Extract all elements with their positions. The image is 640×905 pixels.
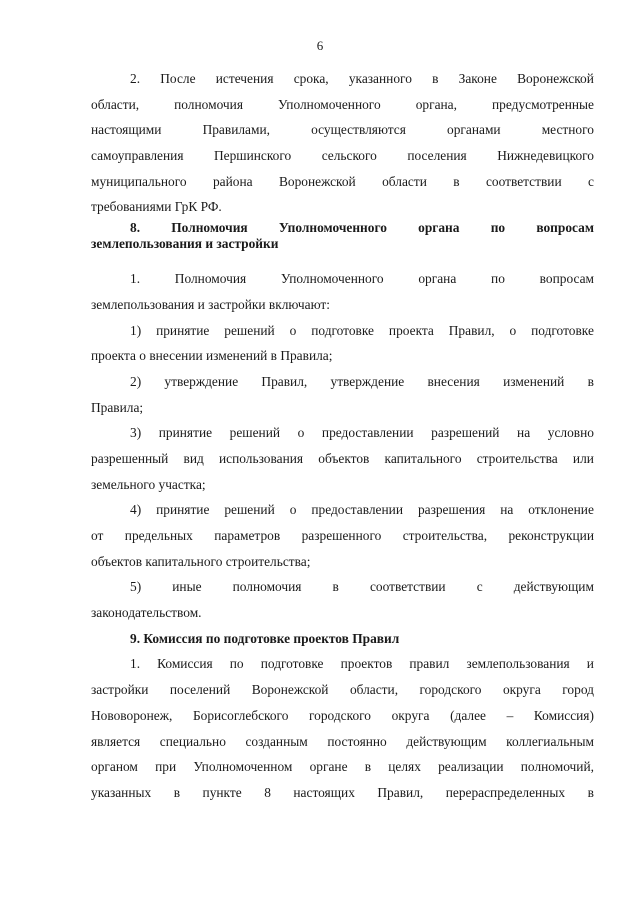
word: предоставлении	[311, 502, 403, 518]
word: предельных	[124, 528, 193, 543]
list-item-3	[91, 420, 594, 497]
word: на	[517, 425, 531, 441]
paragraph-line	[91, 143, 594, 169]
word: самоуправления	[91, 148, 184, 164]
word: является	[91, 733, 141, 749]
word: принятие	[156, 502, 210, 518]
word: Першинского	[213, 148, 292, 164]
word: органами	[447, 122, 501, 138]
word: строительства	[476, 450, 558, 466]
word: по	[229, 656, 244, 672]
word: строительства,	[402, 528, 488, 543]
word: принятие	[156, 322, 210, 338]
word: 3)	[130, 425, 142, 441]
list-item-2	[91, 369, 594, 420]
word: или	[572, 450, 594, 466]
word: пункте	[202, 784, 242, 800]
word: органа,	[415, 96, 457, 112]
word: Комиссия)	[533, 707, 594, 723]
word: Воронежской	[517, 71, 594, 86]
word: по	[491, 271, 505, 287]
word: области	[382, 173, 427, 189]
word: о	[509, 322, 517, 338]
word: сельского	[321, 148, 377, 164]
word: Правилами,	[202, 122, 270, 138]
word: условно	[547, 425, 594, 441]
word: в	[587, 373, 594, 389]
document-body	[91, 66, 594, 806]
paragraph-line	[91, 677, 594, 703]
word: соответствии	[369, 579, 446, 595]
word: застройки	[91, 682, 149, 698]
word: настоящими	[91, 122, 162, 138]
paragraph-line	[91, 318, 594, 344]
paragraph-line	[91, 117, 594, 143]
list-item-1	[91, 318, 594, 369]
word: реконструкции	[508, 528, 594, 543]
word: утверждение	[164, 373, 239, 389]
word: о	[297, 425, 305, 441]
page-number: 6	[316, 38, 324, 53]
word: 8.	[130, 220, 141, 236]
word: округа	[502, 682, 541, 698]
paragraph-line	[91, 497, 594, 523]
word: реализации	[438, 759, 504, 775]
word: 2)	[130, 373, 142, 389]
word: Полномочия	[174, 271, 247, 287]
word: по	[490, 220, 506, 236]
word: и	[586, 656, 594, 672]
word: настоящих	[293, 784, 355, 800]
word: 8	[264, 784, 271, 800]
word: подготовке	[311, 322, 374, 338]
word: подготовке	[531, 322, 594, 338]
word: в	[364, 759, 372, 775]
word: параметров	[214, 528, 281, 543]
word: отклонение	[528, 502, 594, 518]
paragraph-line	[91, 169, 594, 195]
word: капитального	[384, 450, 462, 466]
word: Законе	[458, 71, 497, 86]
section-8-heading	[91, 220, 594, 252]
paragraph-line: землепользования и застройки включают:	[91, 296, 331, 312]
word: полномочия	[174, 96, 243, 112]
paragraph-line	[91, 92, 594, 118]
word: город	[562, 682, 594, 698]
paragraph-line	[91, 754, 594, 780]
word: подготовке	[260, 656, 324, 672]
word: разрешения	[417, 502, 486, 518]
word: с	[588, 173, 594, 189]
word: при	[155, 759, 177, 775]
word: в	[587, 784, 594, 800]
word: области,	[349, 682, 399, 698]
paragraph-line: Правила;	[91, 399, 144, 415]
word: Уполномоченного	[278, 220, 387, 236]
paragraph-7-2	[91, 66, 594, 220]
word: иные	[172, 579, 202, 595]
word: округа	[391, 707, 430, 723]
word: Полномочия	[171, 220, 248, 236]
word: органа	[418, 220, 460, 236]
word: использования	[219, 450, 304, 466]
paragraph-line: проекта о внесении изменений в Правила;	[91, 348, 333, 364]
heading-line	[91, 220, 594, 236]
word: решений	[224, 322, 275, 338]
paragraph-line	[91, 446, 594, 472]
word: поселения	[407, 148, 467, 164]
word: Правил,	[261, 373, 308, 389]
word: объектов	[318, 450, 370, 466]
word: на	[500, 502, 514, 518]
word: о	[289, 322, 297, 338]
word: (далее	[450, 707, 486, 723]
word: района	[212, 173, 253, 189]
word: решений	[224, 502, 275, 518]
word: предусмотренные	[492, 96, 594, 112]
word: вопросам	[536, 220, 594, 236]
word: срока,	[293, 71, 329, 86]
paragraph-line: земельного участка;	[91, 476, 206, 492]
word: городского	[419, 682, 482, 698]
word: целях	[388, 759, 421, 775]
word: в	[173, 784, 181, 800]
paragraph-line	[91, 780, 594, 806]
word: 5)	[130, 579, 142, 595]
word: землепользования	[466, 656, 570, 672]
paragraph-line	[91, 651, 594, 677]
paragraph-line	[91, 574, 594, 600]
word: поселений	[169, 682, 231, 698]
word: в	[332, 579, 339, 595]
word: соответствии	[485, 173, 562, 189]
word: вид	[183, 450, 204, 466]
paragraph-line	[91, 66, 594, 92]
word: Нововоронеж,	[91, 707, 173, 723]
word: специально	[159, 733, 226, 749]
word: разрешенный	[91, 450, 169, 466]
word: постоянно	[327, 733, 387, 749]
word: Уполномоченного	[278, 96, 381, 112]
word: вопросам	[539, 271, 594, 287]
section-9-heading: 9. Комиссия по подготовке проектов Правил	[130, 630, 400, 646]
word: Нижнедевицкого	[497, 148, 594, 164]
paragraph-8-1	[91, 266, 594, 317]
word: После	[160, 71, 196, 86]
word: местного	[541, 122, 594, 138]
paragraph-line	[91, 266, 594, 292]
word: Правил,	[377, 784, 424, 800]
word: 1.	[130, 656, 141, 672]
word: в	[453, 173, 460, 189]
word: 1)	[130, 322, 142, 338]
word: проекта	[388, 322, 434, 338]
word: Воронежской	[251, 682, 329, 698]
word: полномочий,	[520, 759, 594, 775]
list-item-4	[91, 497, 594, 574]
word: 1.	[130, 271, 141, 287]
word: проектов	[340, 656, 393, 672]
word: действующим	[406, 733, 487, 749]
word: –	[506, 707, 514, 723]
word: созданным	[245, 733, 308, 749]
paragraph-line	[91, 420, 594, 446]
paragraph-line: объектов капитального строительства;	[91, 553, 311, 569]
word: действующим	[513, 579, 594, 595]
paragraph-line	[91, 729, 594, 755]
word: коллегиальным	[506, 733, 594, 749]
word: Борисоглебского	[192, 707, 289, 723]
word: с	[476, 579, 483, 595]
word: истечения	[215, 71, 274, 86]
word: о	[289, 502, 297, 518]
word: области,	[91, 96, 140, 112]
word: городского	[309, 707, 371, 723]
word: предоставлении	[321, 425, 414, 441]
word: Уполномоченном	[193, 759, 293, 775]
word: муниципального	[91, 173, 187, 189]
heading-line: землепользования и застройки	[91, 236, 279, 252]
paragraph-line: законодательством.	[91, 605, 202, 621]
word: изменений	[503, 373, 565, 389]
list-item-5	[91, 574, 594, 625]
paragraph-line: требованиями ГрК РФ.	[91, 199, 222, 215]
word: Воронежской	[278, 173, 356, 189]
word: органа	[418, 271, 457, 287]
word: принятие	[158, 425, 213, 441]
word: от	[91, 528, 104, 543]
word: органом	[91, 759, 138, 775]
word: в	[432, 71, 439, 86]
word: полномочия	[232, 579, 302, 595]
word: утверждение	[330, 373, 405, 389]
word: 2.	[130, 71, 141, 86]
word: Комиссия	[157, 656, 213, 672]
word: разрешений	[431, 425, 500, 441]
word: решений	[229, 425, 281, 441]
word: правил	[409, 656, 450, 672]
word: 4)	[130, 502, 142, 518]
paragraph-line	[91, 369, 594, 395]
paragraph-line	[91, 523, 594, 549]
word: указанных	[91, 784, 152, 800]
word: Уполномоченного	[280, 271, 384, 287]
word: Правил,	[448, 322, 495, 338]
paragraph-9-1	[91, 651, 594, 805]
word: осуществляются	[311, 122, 406, 138]
paragraph-line	[91, 703, 594, 729]
word: разрешенного	[301, 528, 382, 543]
word: перераспределенных	[445, 784, 566, 800]
word: органе	[309, 759, 348, 775]
word: указанного	[348, 71, 412, 86]
word: внесения	[427, 373, 480, 389]
